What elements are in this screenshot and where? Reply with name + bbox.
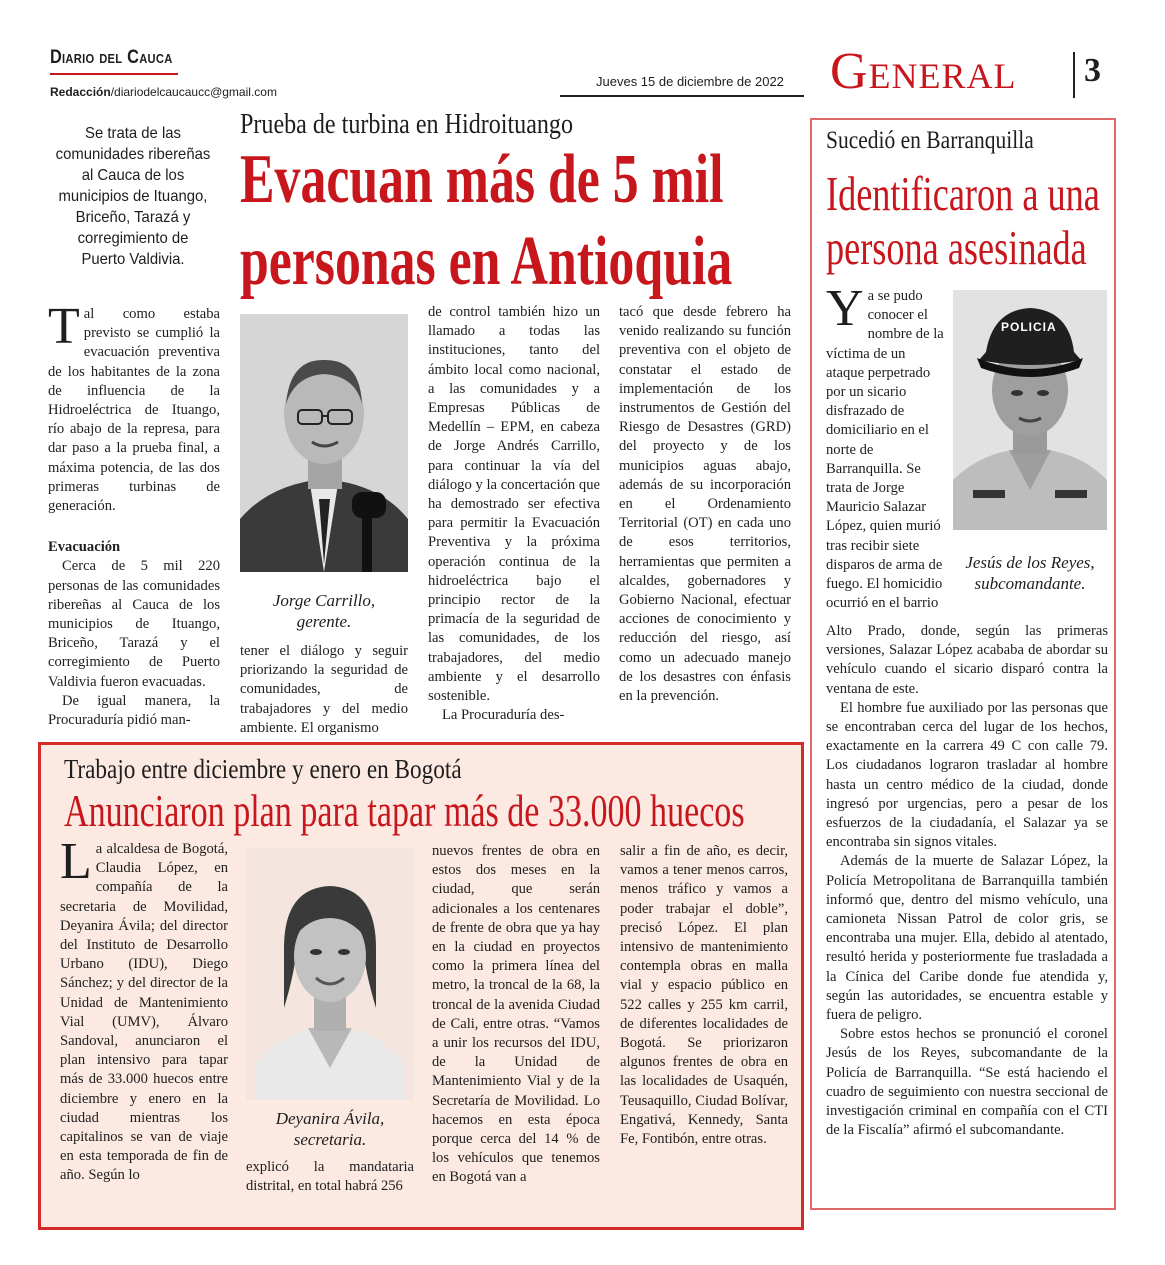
main-headline-line2: personas en Antioquia (240, 223, 733, 300)
masthead-underline (50, 73, 178, 75)
main-dropcap: T (48, 298, 80, 355)
side-narrow-paragraph: a se pudo conocer el nombre de la víctima de un ataque perpetrado por un sicario disfrazado de domiciliario en el norte de Barranquilla. Se trata de Jorge Mauricio Salazar López, quien murió tras recibir siete disparos de arma de fuego. El homicidio ocurrió en el barrio (826, 288, 944, 612)
box-col-3 (432, 842, 600, 1188)
portrait-illustration (240, 314, 408, 572)
box-col-1 (60, 833, 228, 1186)
caption-line-2: subcomandante. (974, 574, 1086, 593)
side-paragraph-2: El hombre fue auxiliado por las personas que se encontraban cerca del lugar de los hechos, exactamente en la carrera 49 C con calle 79. Los ciudadanos lograron trasladar al hombre hasta un centro médico de la ciudad, donde ingresó por urgencias, pero a pesar de los esfuerzos de la ciudadanía, el Salazar ya se encontraba sin signos vitales. (826, 699, 1108, 851)
box-col-4 (620, 842, 788, 1149)
side-kicker: Sucedió en Barranquilla (826, 127, 1034, 154)
lead-summary: Se trata de las comunidades ribereñas al Cauca de los municipios de Ituango, Briceño, Tarazá y corregimiento de Puerto Valdivia. (55, 125, 211, 268)
side-headline-line2: persona asesinada (826, 220, 1087, 275)
credit-line (50, 85, 277, 99)
section-divider (1073, 52, 1075, 98)
main-col3-paragraph: de control también hizo un llamado a todas las instituciones, tanto del ámbito local como nacional, a las comunidades y a Empresas Públicas de Medellín – EPM, en cabeza de Jorge Andrés Carrillo, para continuar la vía del diálogo y la concertación que ha demostrado ser efectiva para permitir la Evacuación Preventiva y la próxima operación continua de la hidroeléctrica bajo el principio rector de la primacía de la seguridad de las comunidades, de los trabajadores, del medio ambiente y el desarrollo sostenible. (428, 304, 600, 705)
caption-line-2: gerente. (296, 612, 352, 631)
caption-line-1: Jesús de los Reyes, (965, 553, 1095, 572)
box-dropcap: L (60, 833, 92, 890)
section-title: General (830, 43, 1017, 100)
box-col-2 (246, 1158, 414, 1196)
main-col-3 (428, 303, 600, 725)
main-col-2 (240, 642, 408, 738)
side-paragraph-3: Además de la muerte de Salazar López, la Policía Metropolitana de Barranquilla también informó que, dentro del mismo vehículo, una camioneta Nissan Patrol de color gris, se encontraba una mujer. Ella, debido al atentado, resultó herida y posteriormente fue trasladada a la Cínica del Caribe donde fue atendida y, según las autoridades, se encuentra estable y fuera de peligro. (826, 853, 1108, 1024)
deyanira-avila-caption (246, 1108, 414, 1150)
caption-line-1: Jorge Carrillo, (272, 591, 376, 610)
side-paragraph-1-cont: Alto Prado, donde, según las primeras versiones, Salazar López acababa de abordar su vehículo cuando el sicario disparó contra la ventana de este. (826, 623, 1108, 697)
box-headline: Anunciaron plan para tapar más de 33.000 huecos (64, 785, 745, 836)
main-col1-paragraph-2: Cerca de 5 mil 220 personas de las comunidades ribereñas al Cauca de los municipios de Ituango, Briceño, Tarazá y el corregimiento de Puerto Valdivia fueron evacuadas. (48, 558, 220, 690)
side-wide-column (826, 622, 1108, 1140)
side-headline-line1: Identificaron a una (826, 166, 1100, 221)
caption-line-2: secretaria. (293, 1130, 367, 1149)
side-dropcap: Y (826, 280, 864, 337)
box-col3-paragraph: nuevos frentes de obra en estos dos meses en la ciudad, que serán adicionales a los centenares de frente de obra que ya hay en la ciudad en proyectos como la primera línea del metro, la troncal de la 68, la troncal de la avenida Ciudad de Cali, entre otras. “Vamos a unir los recursos del IDU, de la Unidad de Mantenimiento Vial y de la Secretaría de Movilidad. Lo hacemos en esta época porque cerca del 14 % de los vehículos que tenemos en Bogotá van a (432, 843, 600, 1186)
box-kicker: Trabajo entre diciembre y enero en Bogotá (64, 754, 462, 784)
box-col1-paragraph: a alcaldesa de Bogotá, Claudia López, en compañía de la secretaria de Movilidad, Deyanira Ávila; del director del Instituto de Desarrollo Urbano (IDU), Diego Sánchez; y del director de la Unidad de Mantenimiento Vial (UMV), Álvaro Sandoval, anunciaron el plan intensivo para tapar más de 33.000 huecos entre diciembre y enero en la ciudad mientras los capitalinos se van de viaje en esta temporada de fin de año. Según lo (60, 841, 228, 1184)
jorge-carrillo-photo (240, 314, 408, 572)
box-col2-paragraph: explicó la mandataria distrital, en total habrá 256 (246, 1159, 414, 1195)
paper-name: Diario del Cauca (50, 47, 173, 68)
main-subhead: Evacuación (48, 539, 121, 556)
issue-date: Jueves 15 de diciembre de 2022 (596, 74, 784, 89)
police-officer-caption (950, 552, 1110, 594)
credit-label: Redacción (50, 85, 111, 99)
main-col4-paragraph: tacó que desde febrero ha venido realizando su función preventiva con el objeto de constatar el estado de implementación de los instrumentos de Gestión del Riesgo de Desastres (GRD) del proyecto y de los municipios aguas abajo, además de su incorporación en el Ordenamiento Territorial (OT) en cada uno de esos territorios, herramientas que permiten a alcaldes, gobernadores y Gobierno Nacional, efectuar acciones de conocimiento y reducción del riesgo, así como un adecuado manejo de los desastres con énfasis en la prevención. (619, 304, 791, 705)
page-number: 3 (1084, 52, 1101, 89)
caption-line-1: Deyanira Ávila, (275, 1109, 385, 1128)
main-col1-paragraph: al como estaba previsto se cumplió la evacuación preventiva de los habitantes de la zona de influencia de la Hidroeléctrica de Ituango, río abajo de la represa, para dar paso a la prueba final, a máxima potencia, de las dos primeras turbinas de generación. (48, 306, 220, 515)
main-col1-paragraph-3: De igual manera, la Procuraduría pidió man- (48, 692, 220, 729)
deyanira-avila-photo (246, 848, 414, 1100)
police-cap-text: POLICIA (1001, 320, 1057, 334)
side-paragraph-4: Sobre estos hechos se pronunció el coronel Jesús de los Reyes, subcomandante de la Policía de Barranquilla. “Se está haciendo el cuadro de seguimiento con nuestra seccional de investigación criminal en compañía con el CTI de la Fiscalía” afirmó el subcomandante. (826, 1026, 1108, 1139)
jorge-carrillo-caption (240, 590, 408, 632)
main-kicker: Prueba de turbina en Hidroituango (240, 109, 574, 140)
side-narrow-column (826, 280, 944, 613)
main-col2-paragraph: tener el diálogo y seguir priorizando la seguridad de comunidades, de trabajadores y del medio ambiente. El organismo (240, 643, 408, 736)
main-col-4 (619, 303, 791, 706)
main-col3-paragraph-2: La Procuraduría des- (442, 707, 565, 724)
main-col-1 (48, 298, 220, 730)
date-rule (560, 95, 804, 97)
police-officer-photo (953, 290, 1107, 530)
box-col4-paragraph: salir a fin de año, es decir, vamos a tener menos carros, menos tráfico y vamos a poder trabajar el doble”, precisó López. El plan intensivo de mantenimiento contempla obras en malla vial y espacio público en 522 calles y 255 km carril, de diferentes localidades de Bogotá. Se priorizaron algunos frentes de obra en las localidades de Usaquén, Teusaquillo, Ciudad Bolívar, Engativá, Kennedy, Santa Fe, Fontibón, entre otras. (620, 843, 788, 1148)
credit-email: /diariodelcaucaucc@gmail.com (110, 85, 277, 99)
deyanira-portrait-illustration (246, 848, 414, 1100)
main-headline-line1: Evacuan más de 5 mil (240, 141, 724, 218)
